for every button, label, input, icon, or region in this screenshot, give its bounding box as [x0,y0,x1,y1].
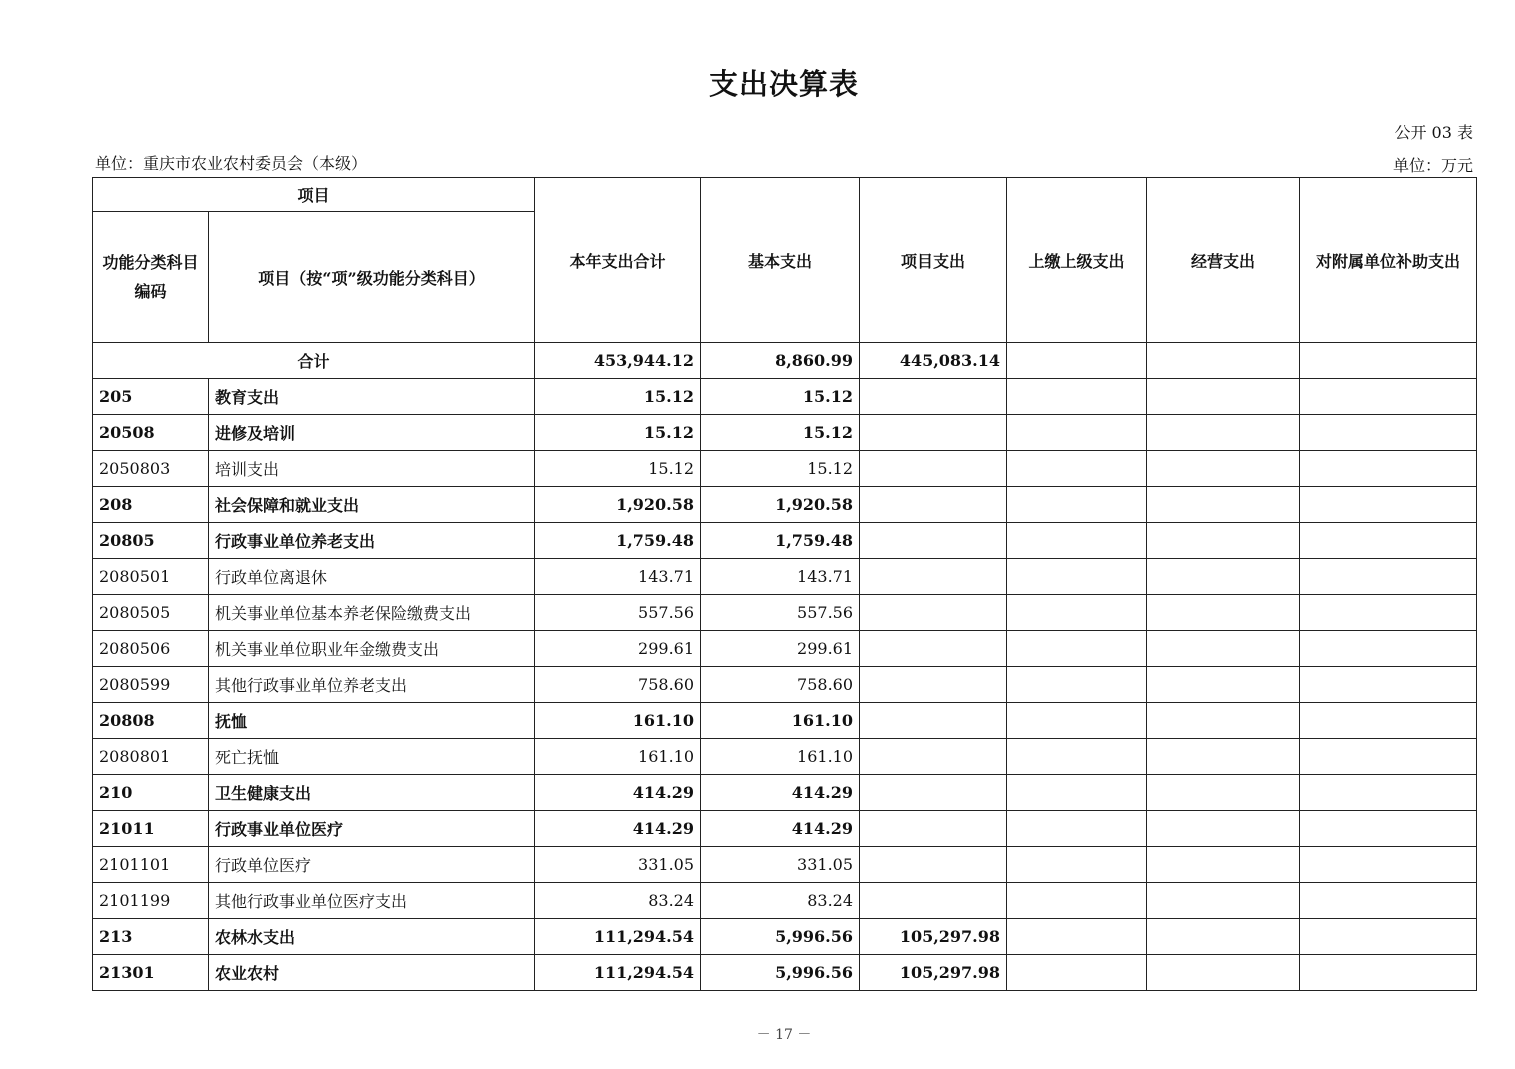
basic-cell: 414.29 [701,811,860,847]
table-row [93,811,1477,847]
name-cell: 社会保障和就业支出 [209,487,535,523]
project-cell [860,847,1007,883]
upper-cell [1007,523,1147,559]
total-cell: 15.12 [535,415,701,451]
business-cell [1147,595,1300,631]
total-cell: 161.10 [535,703,701,739]
table-row [93,559,1477,595]
business-cell [1147,919,1300,955]
total-cell: 1,920.58 [535,487,701,523]
code-cell: 213 [93,919,209,955]
header-basic: 基本支出 [701,178,860,343]
subsidy-cell [1300,595,1477,631]
name-cell: 行政事业单位医疗 [209,811,535,847]
upper-cell [1007,955,1147,991]
basic-cell: 83.24 [701,883,860,919]
name-cell: 教育支出 [209,379,535,415]
code-cell: 210 [93,775,209,811]
code-cell: 21301 [93,955,209,991]
basic-cell: 15.12 [701,451,860,487]
table-row [93,631,1477,667]
project-cell [860,523,1007,559]
total-cell: 758.60 [535,667,701,703]
table-row [93,379,1477,415]
business-cell [1147,379,1300,415]
business-cell [1147,739,1300,775]
header-name: 项目（按“项”级功能分类科目） [209,212,535,343]
header-subsidy: 对附属单位补助支出 [1300,178,1477,343]
basic-cell: 143.71 [701,559,860,595]
upper-cell [1007,775,1147,811]
upper-cell [1007,847,1147,883]
subsidy-cell [1300,487,1477,523]
subsidy-cell [1300,667,1477,703]
project-cell: 105,297.98 [860,955,1007,991]
total-cell: 1,759.48 [535,523,701,559]
basic-cell: 331.05 [701,847,860,883]
header-code: 功能分类科目编码 [93,212,209,343]
basic-cell: 758.60 [701,667,860,703]
project-cell [860,595,1007,631]
page-number: － 17 － [756,1027,812,1043]
basic-cell: 299.61 [701,631,860,667]
upper-cell [1007,919,1147,955]
header-project: 项目 [93,178,535,212]
subsidy-cell [1300,739,1477,775]
upper-cell [1007,595,1147,631]
total-cell: 453,944.12 [535,343,701,379]
total-cell: 15.12 [535,379,701,415]
upper-cell [1007,451,1147,487]
project-cell: 105,297.98 [860,919,1007,955]
total-cell: 161.10 [535,739,701,775]
name-cell: 卫生健康支出 [209,775,535,811]
total-cell: 557.56 [535,595,701,631]
code-cell: 205 [93,379,209,415]
name-cell: 进修及培训 [209,415,535,451]
upper-cell [1007,703,1147,739]
total-cell: 111,294.54 [535,955,701,991]
upper-cell [1007,379,1147,415]
total-cell: 414.29 [535,811,701,847]
name-cell: 其他行政事业单位医疗支出 [209,883,535,919]
upper-cell [1007,739,1147,775]
business-cell [1147,955,1300,991]
table-row [93,703,1477,739]
code-cell: 2080505 [93,595,209,631]
code-cell: 2080501 [93,559,209,595]
name-cell: 抚恤 [209,703,535,739]
total-cell: 143.71 [535,559,701,595]
code-cell: 2101199 [93,883,209,919]
header-total: 本年支出合计 [535,178,701,343]
table-row [93,739,1477,775]
table-row [93,415,1477,451]
project-cell [860,451,1007,487]
project-cell [860,559,1007,595]
project-cell [860,415,1007,451]
total-cell: 331.05 [535,847,701,883]
code-cell: 20508 [93,415,209,451]
total-cell: 15.12 [535,451,701,487]
project-cell [860,739,1007,775]
name-cell: 行政单位医疗 [209,847,535,883]
code-cell: 20808 [93,703,209,739]
subsidy-cell [1300,775,1477,811]
subsidy-cell [1300,883,1477,919]
code-cell: 2080599 [93,667,209,703]
subsidy-cell [1300,955,1477,991]
table-row [93,955,1477,991]
expenditure-table [92,177,1477,991]
business-cell [1147,451,1300,487]
business-cell [1147,487,1300,523]
basic-cell: 557.56 [701,595,860,631]
business-cell [1147,847,1300,883]
basic-cell: 5,996.56 [701,919,860,955]
subsidy-cell [1300,523,1477,559]
project-cell [860,487,1007,523]
subsidy-cell [1300,847,1477,883]
business-cell [1147,775,1300,811]
project-cell [860,883,1007,919]
subsidy-cell [1300,919,1477,955]
business-cell [1147,811,1300,847]
project-cell [860,631,1007,667]
business-cell [1147,667,1300,703]
name-cell: 机关事业单位基本养老保险缴费支出 [209,595,535,631]
project-cell [860,811,1007,847]
name-cell: 行政事业单位养老支出 [209,523,535,559]
business-cell [1147,523,1300,559]
business-cell [1147,343,1300,379]
basic-cell: 5,996.56 [701,955,860,991]
subsidy-cell [1300,415,1477,451]
name-cell: 农业农村 [209,955,535,991]
total-cell: 83.24 [535,883,701,919]
name-cell: 机关事业单位职业年金缴费支出 [209,631,535,667]
upper-cell [1007,631,1147,667]
code-cell: 208 [93,487,209,523]
subsidy-cell [1300,379,1477,415]
project-cell: 445,083.14 [860,343,1007,379]
name-cell: 其他行政事业单位养老支出 [209,667,535,703]
table-row [93,667,1477,703]
upper-cell [1007,811,1147,847]
upper-cell [1007,559,1147,595]
table-row [93,919,1477,955]
table-row [93,883,1477,919]
name-cell: 死亡抚恤 [209,739,535,775]
upper-cell [1007,343,1147,379]
header-project-expenditure: 项目支出 [860,178,1007,343]
basic-cell: 1,759.48 [701,523,860,559]
total-cell: 299.61 [535,631,701,667]
basic-cell: 1,920.58 [701,487,860,523]
code-cell: 2101101 [93,847,209,883]
header-business: 经营支出 [1147,178,1300,343]
code-cell: 21011 [93,811,209,847]
upper-cell [1007,487,1147,523]
code-cell: 2080506 [93,631,209,667]
code-cell: 20805 [93,523,209,559]
currency-unit: 单位：万元 [1392,156,1473,175]
table-row [93,775,1477,811]
header-upper: 上缴上级支出 [1007,178,1147,343]
basic-cell: 15.12 [701,379,860,415]
total-cell: 414.29 [535,775,701,811]
basic-cell: 414.29 [701,775,860,811]
table-row [93,847,1477,883]
name-cell: 培训支出 [209,451,535,487]
total-label: 合计 [93,343,535,379]
total-row [93,343,1477,379]
code-cell: 2050803 [93,451,209,487]
upper-cell [1007,415,1147,451]
basic-cell: 8,860.99 [701,343,860,379]
business-cell [1147,559,1300,595]
form-number: 公开 03 表 [1394,123,1473,142]
subsidy-cell [1300,703,1477,739]
page-title: 支出决算表 [708,67,859,101]
business-cell [1147,415,1300,451]
reporting-unit: 单位：重庆市农业农村委员会（本级） [95,154,368,173]
table-row [93,451,1477,487]
subsidy-cell [1300,559,1477,595]
business-cell [1147,883,1300,919]
subsidy-cell [1300,811,1477,847]
name-cell: 农林水支出 [209,919,535,955]
business-cell [1147,631,1300,667]
business-cell [1147,703,1300,739]
upper-cell [1007,667,1147,703]
basic-cell: 161.10 [701,703,860,739]
project-cell [860,703,1007,739]
project-cell [860,775,1007,811]
table-row [93,595,1477,631]
project-cell [860,379,1007,415]
subsidy-cell [1300,451,1477,487]
upper-cell [1007,883,1147,919]
table-row [93,487,1477,523]
total-cell: 111,294.54 [535,919,701,955]
subsidy-cell [1300,343,1477,379]
basic-cell: 161.10 [701,739,860,775]
subsidy-cell [1300,631,1477,667]
project-cell [860,667,1007,703]
code-cell: 2080801 [93,739,209,775]
name-cell: 行政单位离退休 [209,559,535,595]
table-row [93,523,1477,559]
basic-cell: 15.12 [701,415,860,451]
